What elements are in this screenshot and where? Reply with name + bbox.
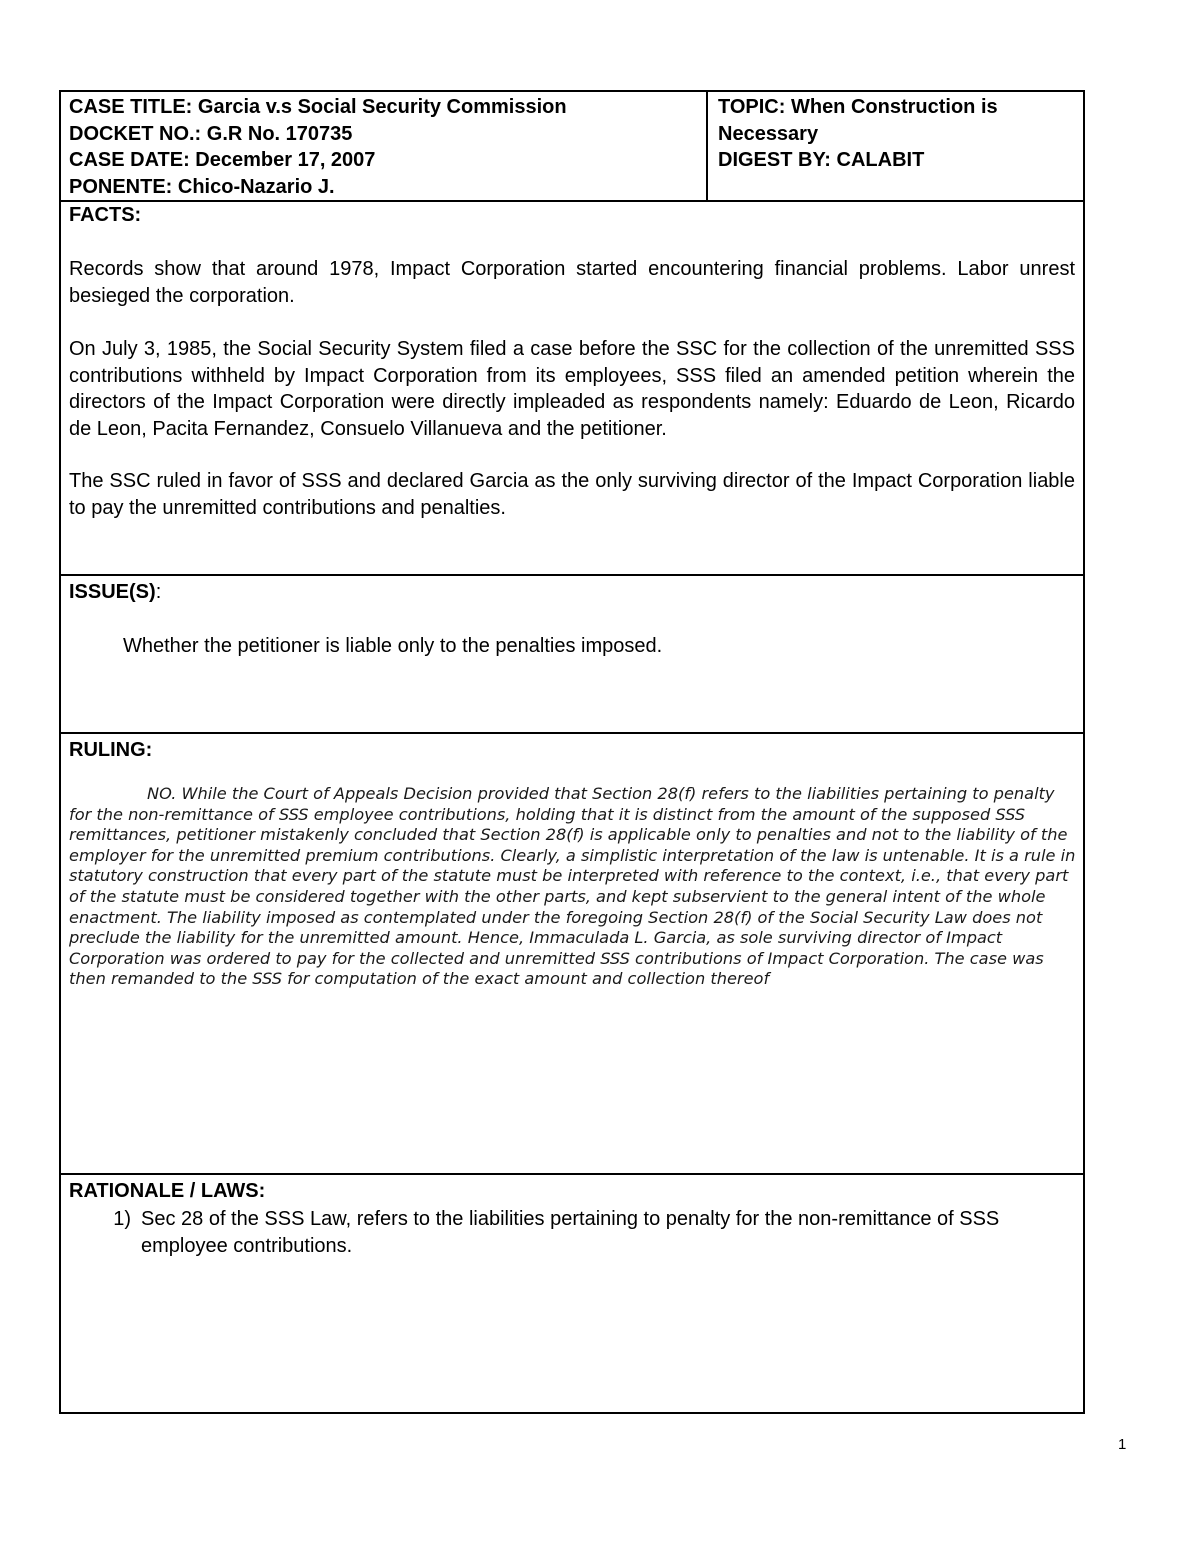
rationale-list (69, 1206, 1075, 1260)
issues-section (61, 574, 1083, 732)
case-digest-table (59, 90, 1085, 1414)
ruling-section (61, 732, 1083, 1173)
header-row (61, 92, 1083, 200)
issues-label-colon: : (155, 581, 162, 603)
facts-section (61, 200, 1083, 574)
issues-label (69, 579, 161, 605)
facts-paragraph: On July 3, 1985, the Social Security System filed a case before the SSC for the collection of the unremitted SSS contributions withheld by Impact Corporation from its employees, SSS filed an amended petition wherein the directors of the Impact Corporation were directly impleaded as respondents namely: Eduardo de Leon, Ricardo de Leon, Pacita Fernandez, Consuelo Villanueva and the petitioner. (69, 338, 1075, 440)
digest-by: DIGEST BY: CALABIT (718, 149, 925, 171)
topic: TOPIC: When Construction is Necessary (718, 96, 998, 145)
case-title: CASE TITLE: Garcia v.s Social Security Commission (69, 96, 567, 118)
page-number: 1 (1118, 1436, 1127, 1453)
ruling-text (69, 784, 1077, 990)
ruling-body: NO. While the Court of Appeals Decision provided that Section 28(f) refers to the liabilities pertaining to penalty for the non-remittance of SSS employee contributions, holding that it is distinct from the amount of the supposed SSS remittances, petitioner mistakenly concluded that Section 28(f) is applicable only to penalties and not to the liability of the employer for the unremitted premium contributions. Clearly, a simplistic interpretation of the law is untenable. It is a rule in statutory construction that every part of the statute must be interpreted with reference to the context, i.e., that every part of the statute must be considered together with the other parts, and kept subservient to the general intent of the whole enactment. The liability imposed as contemplated under the foregoing Section 28(f) of the Social Security Law does not preclude the liability for the unremitted amount. Hence, Immaculada L. Garcia, as sole surviving director of Impact Corporation was ordered to pay for the collected and unremitted SSS contributions of Impact Corporation. The case was then remanded to the SSS for computation of the exact amount and collection thereof (69, 784, 1076, 989)
docket-number: DOCKET NO.: G.R No. 170735 (69, 122, 353, 145)
issues-label-text: ISSUE(S) (69, 581, 156, 603)
case-info (69, 94, 699, 200)
ruling-label: RULING: (69, 739, 153, 761)
facts-label: FACTS: (69, 204, 142, 226)
list-item-text: Sec 28 of the SSS Law, refers to the liabilities pertaining to penalty for the non-remittance of SSS employee contributions. (141, 1208, 1000, 1257)
list-item-number: 1) (113, 1208, 131, 1230)
rationale-label: RATIONALE / LAWS: (69, 1180, 266, 1202)
rationale-section (61, 1173, 1083, 1412)
issue-text: Whether the petitioner is liable only to the penalties imposed. (123, 635, 663, 657)
ponente: PONENTE: Chico-Nazario J. (69, 175, 335, 198)
topic-info (718, 94, 1078, 174)
column-divider (706, 92, 708, 200)
facts-paragraph: Records show that around 1978, Impact Corporation started encountering financial problems. Labor unrest besieged the corporation. (69, 258, 1075, 307)
case-date: CASE DATE: December 17, 2007 (69, 149, 376, 171)
list-item (69, 1206, 1075, 1260)
facts-paragraph: The SSC ruled in favor of SSS and declared Garcia as the only surviving director of the Impact Corporation liable to pay the unremitted contributions and penalties. (69, 470, 1075, 519)
